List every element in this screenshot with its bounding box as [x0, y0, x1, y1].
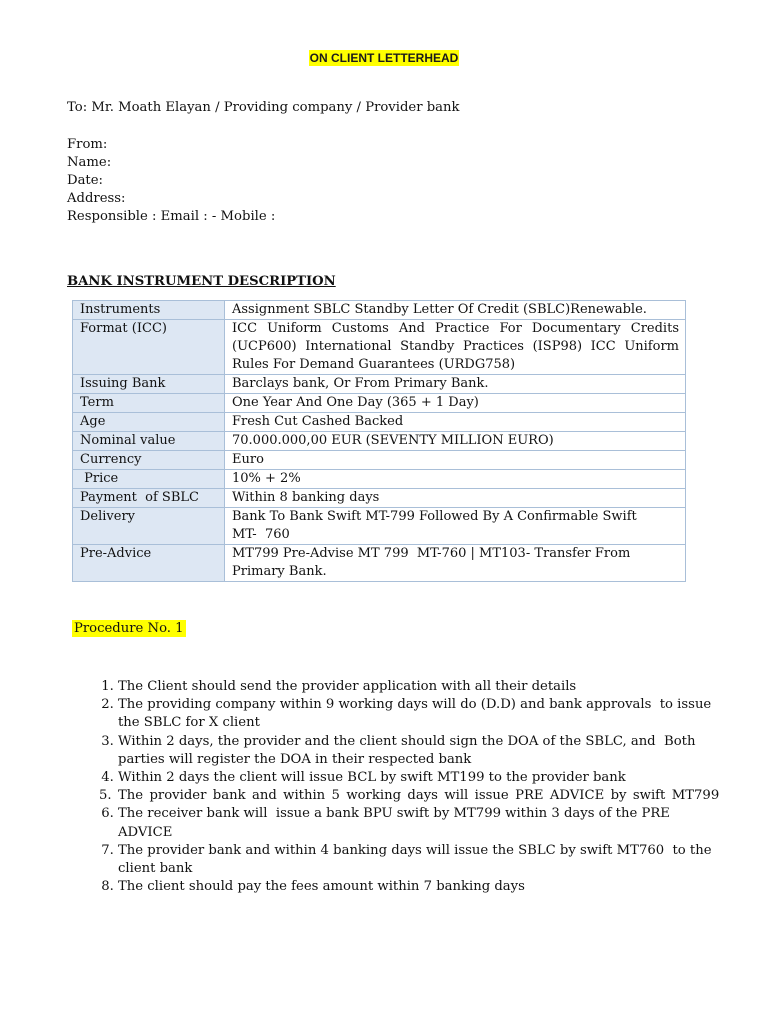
letterhead-text: ON CLIENT LETTERHEAD — [309, 51, 459, 65]
row-value: ICC Uniform Customs And Practice For Documentary Credits (UCP600) International Standby Practices (ISP98) ICC Uniform Rules For Demand Guarantees (URDG758) — [225, 320, 686, 375]
list-item: 1. The Client should send the provider application with all their details — [118, 678, 723, 696]
procedure-title: Procedure No. 1 — [74, 621, 184, 636]
table-row — [73, 508, 686, 545]
row-label: Format (ICC) — [73, 320, 225, 375]
table-row — [73, 470, 686, 489]
row-label: Instruments — [73, 301, 225, 320]
responsible-label: Responsible : Email : - Mobile : — [67, 209, 276, 224]
row-value: Euro — [225, 451, 686, 470]
row-value: Within 8 banking days — [225, 489, 686, 508]
table-row — [73, 375, 686, 394]
address-label: Address: — [67, 191, 126, 206]
procedure-heading — [72, 621, 186, 636]
list-item: 7. The provider bank and within 4 banking days will issue the SBLC by swift MT760 to the client bank — [118, 842, 723, 878]
row-value: Barclays bank, Or From Primary Bank. — [225, 375, 686, 394]
delivery-line-2: MT- 760 — [232, 527, 290, 542]
table-row — [73, 489, 686, 508]
row-value: 70.000.000,00 EUR (SEVENTY MILLION EURO) — [225, 432, 686, 451]
list-item: 3. Within 2 days, the provider and the client should sign the DOA of the SBLC, and Both parties will register the DOA in their respected bank — [118, 733, 723, 769]
table-row — [73, 451, 686, 470]
row-value: 10% + 2% — [225, 470, 686, 489]
table-row — [73, 301, 686, 320]
date-label: Date: — [67, 173, 103, 188]
row-label: Price — [73, 470, 225, 489]
row-value: One Year And One Day (365 + 1 Day) — [225, 394, 686, 413]
procedure-steps — [91, 678, 723, 896]
name-label: Name: — [67, 155, 112, 170]
row-label: Payment of SBLC — [73, 489, 225, 508]
row-label: Currency — [73, 451, 225, 470]
row-label: Delivery — [73, 508, 225, 545]
row-label: Issuing Bank — [73, 375, 225, 394]
row-value: MT799 Pre-Advise MT 799 MT-760 | MT103- Transfer From Primary Bank. — [225, 545, 686, 582]
table-row — [73, 413, 686, 432]
to-line: To: Mr. Moath Elayan / Providing company / Provider bank — [67, 100, 460, 115]
list-item: 4. Within 2 days the client will issue BCL by swift MT199 to the provider bank — [118, 769, 723, 787]
row-label: Age — [73, 413, 225, 432]
list-item: 6. The receiver bank will issue a bank BPU swift by MT799 within 3 days of the PRE ADVICE — [118, 805, 723, 841]
table-row — [73, 394, 686, 413]
instrument-table — [72, 300, 686, 582]
table-row — [73, 432, 686, 451]
list-item: 2. The providing company within 9 working days will do (D.D) and bank approvals to issue the SBLC for X client — [118, 696, 723, 732]
row-value — [225, 508, 686, 545]
row-label: Term — [73, 394, 225, 413]
table-row — [73, 320, 686, 375]
list-item: 8. The client should pay the fees amount within 7 banking days — [118, 878, 723, 896]
row-label: Pre-Advice — [73, 545, 225, 582]
list-item: 5. The provider bank and within 5 working days will issue PRE ADVICE by swift MT799 — [118, 787, 723, 805]
section-title: BANK INSTRUMENT DESCRIPTION — [67, 274, 336, 289]
from-label: From: — [67, 137, 108, 152]
row-value: Fresh Cut Cashed Backed — [225, 413, 686, 432]
row-value: Assignment SBLC Standby Letter Of Credit (SBLC)Renewable. — [225, 301, 686, 320]
delivery-line-1: Bank To Bank Swift MT-799 Followed By A Confirmable Swift — [232, 509, 637, 524]
row-label: Nominal value — [73, 432, 225, 451]
letterhead-banner — [0, 47, 768, 66]
table-row — [73, 545, 686, 582]
